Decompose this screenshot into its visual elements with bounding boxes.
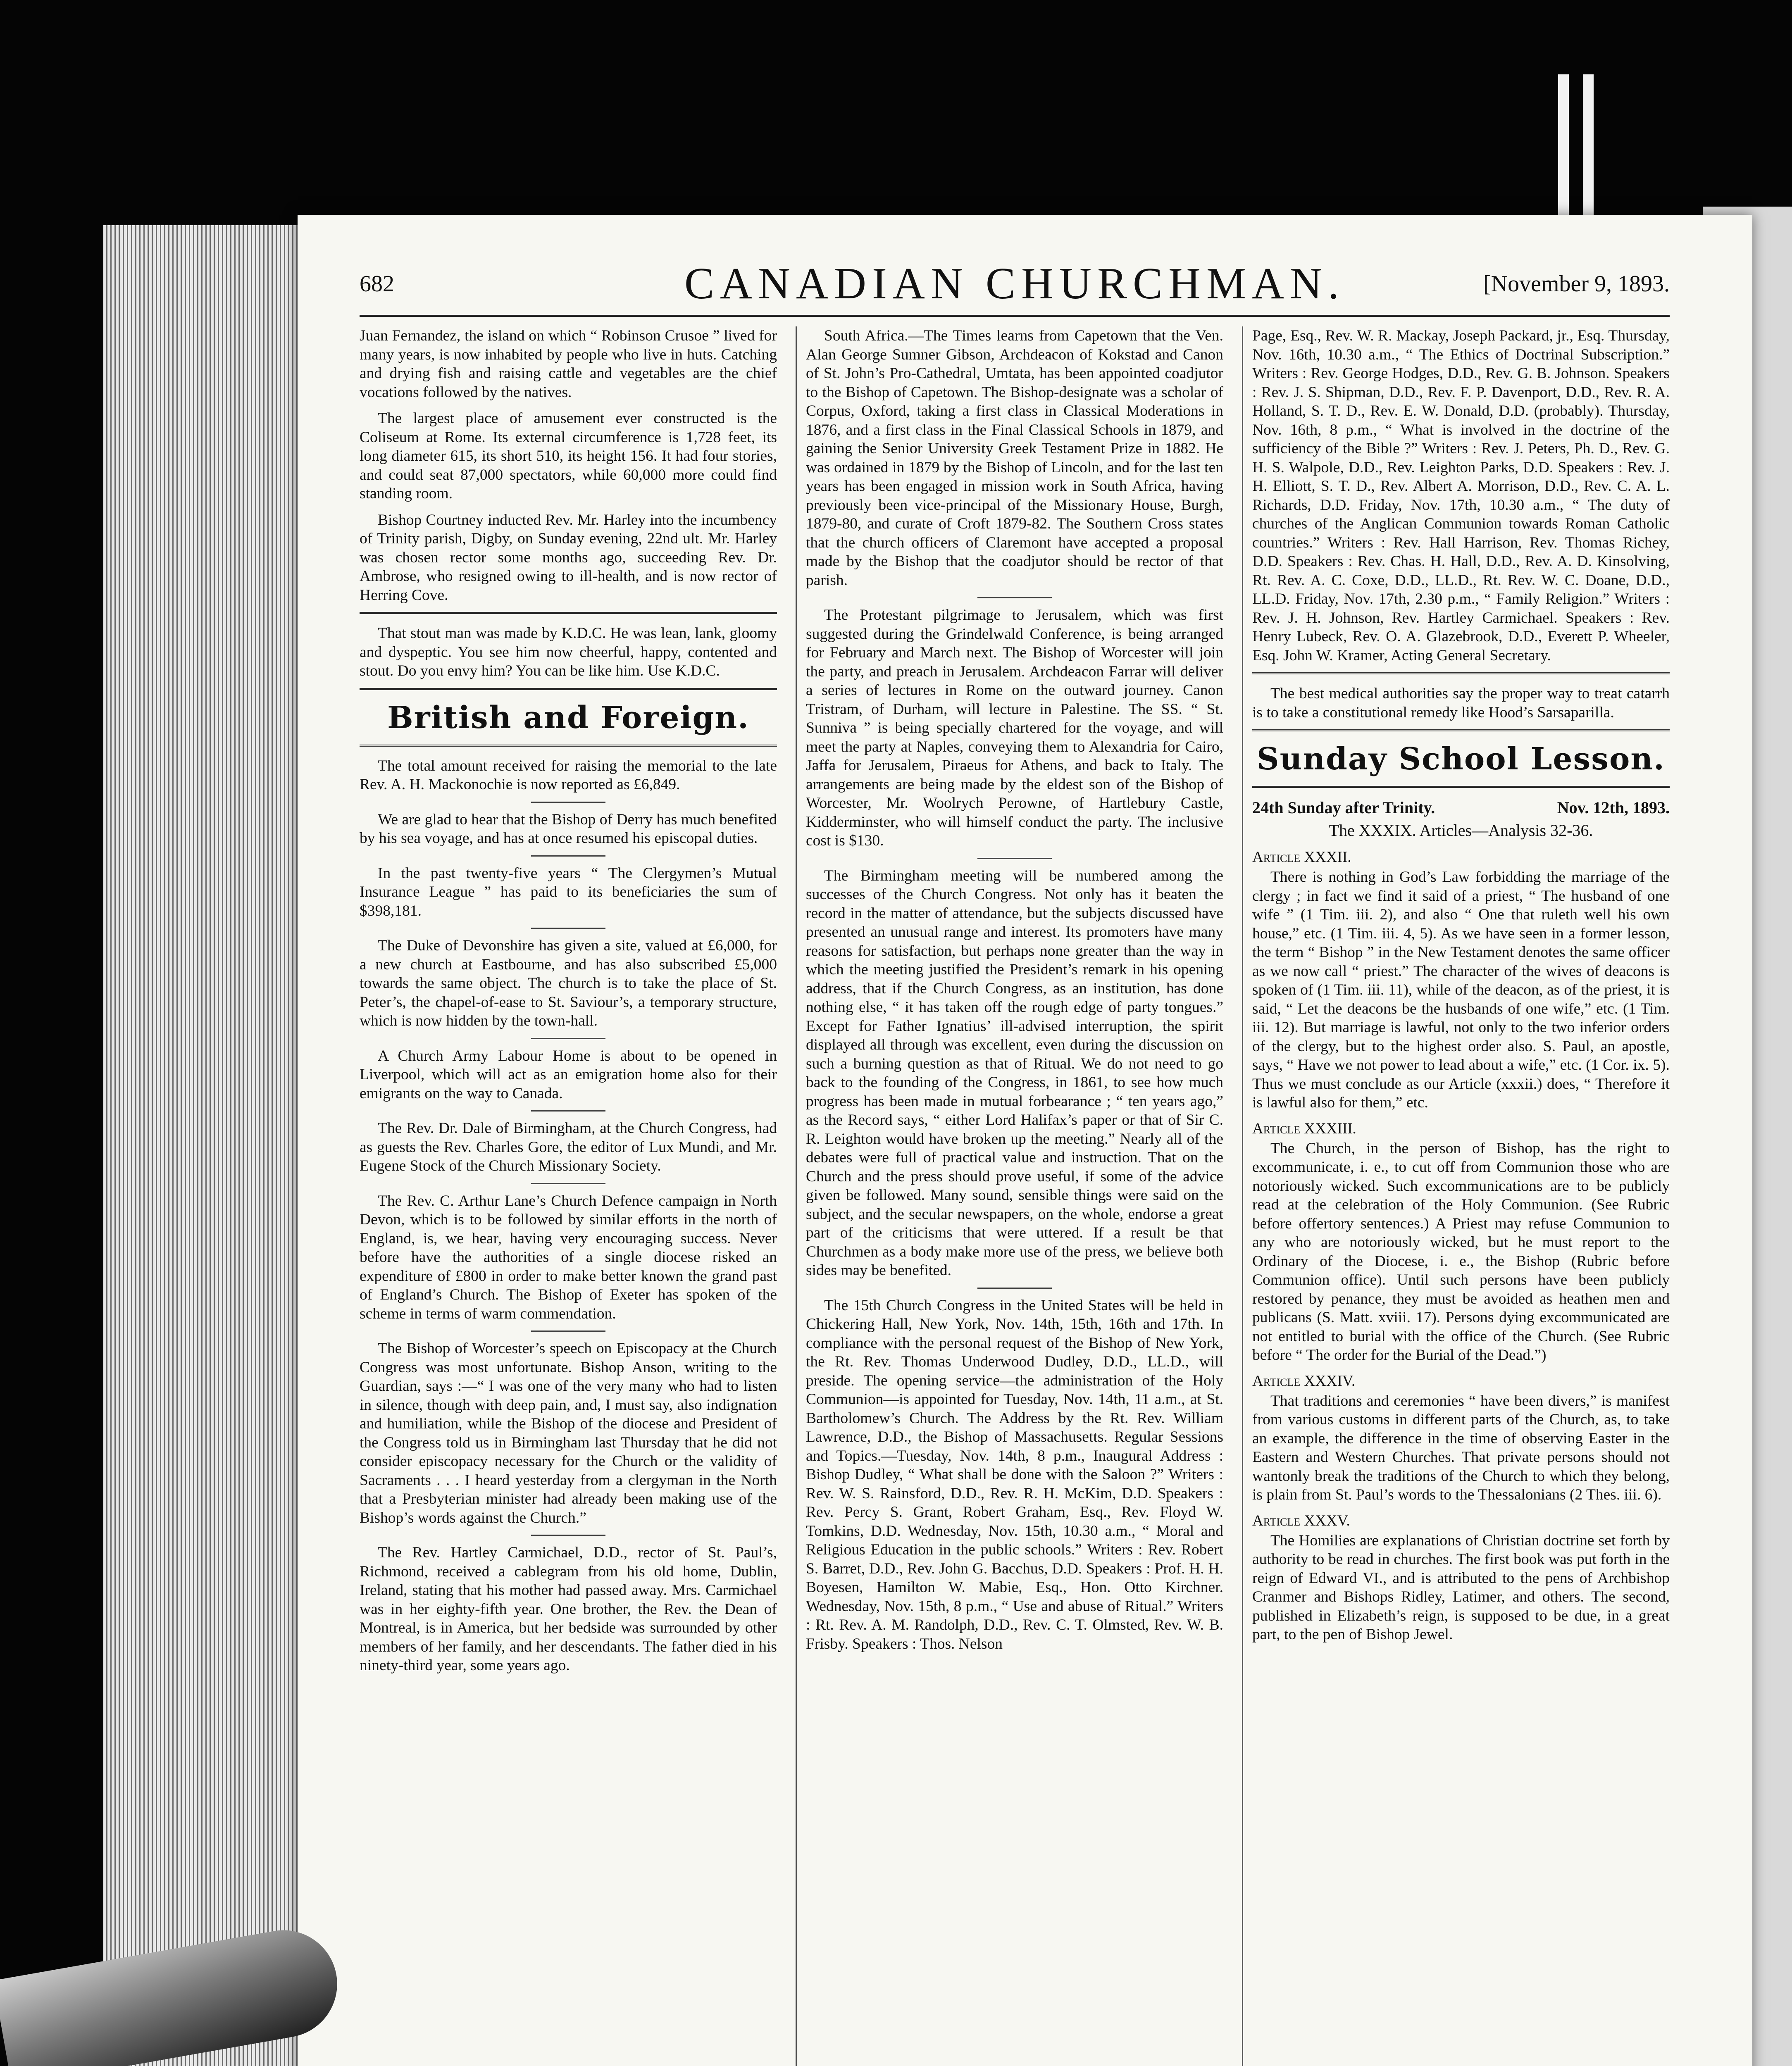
- divider: [1252, 729, 1670, 733]
- newspaper-page: [298, 215, 1752, 2066]
- divider: [531, 1535, 605, 1536]
- divider: [531, 1331, 605, 1332]
- lesson-heading: [1252, 798, 1670, 817]
- divider: [531, 1183, 605, 1184]
- masthead: CANADIAN CHURCHMAN.: [684, 259, 1345, 308]
- column-1: [360, 326, 777, 2066]
- divider: [531, 928, 605, 929]
- page-edges: [103, 225, 306, 2066]
- section-heading-british-foreign: British and Foreign.: [387, 700, 749, 735]
- header-rule: [360, 315, 1670, 317]
- column-rule: [1242, 326, 1243, 2066]
- article-heading: Article XXXII.: [1252, 849, 1351, 866]
- divider: [360, 612, 777, 616]
- column-3: [1252, 326, 1670, 2066]
- article-heading: Article XXXIII.: [1252, 1120, 1356, 1137]
- news-item: Bishop Courtney inducted Rev. Mr. Harley into the incumbency of Trinity parish, Digby, on Sunday evening, 22nd ult. Mr. Harley was chosen rector some months ago, succeeding Rev. Dr. Ambrose, who resigned owing to ill-health, and is now rector of Herring Cove.: [360, 511, 777, 604]
- lesson-date: Nov. 12th, 1893.: [1557, 798, 1670, 817]
- issue-date: [November 9, 1893.: [1483, 271, 1670, 297]
- news-item: The Birmingham meeting will be numbered among the successes of the Church Congress. Not only has it beaten the record in the matter of attendance, but the subjects discussed have presented an unusual range and interest. Its promoters have many reasons for satisfaction, but perhaps none greater than the way in which the meeting justified the President’s remark in his opening address, that if the Church Congress, as an institution, has done nothing else, “ it has taken off the rough edge of party tongues.” Except for Father Ignatius’ ill-advised interruption, the spirit displayed all through was excellent, even during the discussion on such a burning question as that of Ritual. We do not need to go back to the founding of the Congress, in 1861, to see how much progress has been made in mutual forbearance ; “ ten years ago,” as the Record says, “ either Lord Halifax’s paper or that of Sir C. R. Leighton would have broken up the meeting.” Nearly all of the debates were full of practical value and instruction. That on the Church and the press should prove useful, if some of the advice given be followed. Many sound, sensible things were said on the subject, and the secular newspapers, on the whole, endorse a great part of the criticisms that were uttered. If a result be that Churchmen as a body make more use of the press, we believe both sides may be benefited.: [806, 867, 1223, 1279]
- news-item: The Protestant pilgrimage to Jerusalem, which was first suggested during the Grindelwald Conference, is being arranged for February and March next. The Bishop of Worcester will join the party, and preach in Jerusalem. Archdeacon Farrar will deliver a series of lectures in Rome on the outward journey. Canon Tristram, of Durham, will lecture in Palestine. The SS. “ St. Sunniva ” is being specially chartered for the voyage, and will meet the party at Naples, conveying them to Alexandria for Cairo, Jaffa for Jerusalem, Piraeus for Athens, and back to Italy. The arrangements are being made by the eldest son of the Bishop of Worcester, Mr. Woolrych Perowne, of Hartlebury Castle, Kidderminster, who will himself conduct the party. The inclusive cost is $130.: [806, 607, 1223, 849]
- divider: [1252, 672, 1670, 676]
- divider: [977, 1288, 1052, 1289]
- news-item: Juan Fernandez, the island on which “ Robinson Crusoe ” lived for many years, is now inhabited by people who live in huts. Catching and drying fish and raising cattle and vegetables are the chief vocations followed by the natives.: [360, 327, 777, 401]
- lesson-sunday: 24th Sunday after Trinity.: [1252, 798, 1435, 817]
- divider: [531, 855, 605, 857]
- news-item: The Rev. C. Arthur Lane’s Church Defence campaign in North Devon, which is to be followed by similar efforts in the north of England, is, we hear, having very encouraging success. Never before have the authorities of a single diocese risked an expenditure of £800 in order to make better known the grand past of England’s Church. The Bishop of Exeter has spoken of the scheme in terms of warm commendation.: [360, 1192, 777, 1322]
- scan-marker-bar: [1558, 74, 1569, 215]
- divider: [977, 597, 1052, 598]
- article-text: There is nothing in God’s Law forbidding the marriage of the clergy ; in fact we find it said of a priest, “ The husband of one wife ” (1 Tim. iii. 2), and also “ One that ruleth well his own house,” etc. (1 Tim. iii. 4, 5). As we have seen in a former lesson, the term “ Bishop ” in the New Testament denotes the same officer as we now call “ priest.” The character of the wives of deacons is spoken of (1 Tim. iii. 11), while of the deacon, as of the priest, it is said, “ Let the deacons be the husbands of one wife,” etc. (1 Tim. iii. 12). But marriage is lawful, not only to the two inferior orders of the clergy, but to the highest order also. S. Paul, an apostle, says, “ Have we not power to lead about a wife,” etc. (1 Cor. ix. 5). Thus we must conclude as our Article (xxxii.) does, “ Therefore it is lawful also for them,” etc.: [1252, 869, 1670, 1111]
- news-item: The largest place of amusement ever constructed is the Coliseum at Rome. Its external circumference is 1,728 feet, its long diameter 615, its short 510, its height 156. It had four stories, and could seat 87,000 spectators, while 60,000 more could find standing room.: [360, 410, 777, 502]
- news-item: A Church Army Labour Home is about to be opened in Liverpool, which will act as an emigration home also for their emigrants on the way to Canada.: [360, 1047, 777, 1102]
- column-2: [806, 326, 1223, 2066]
- advertisement: That stout man was made by K.D.C. He was lean, lank, gloomy and dyspeptic. You see him now cheerful, happy, contented and stout. Do you envy him? You can be like him. Use K.D.C.: [360, 625, 777, 679]
- news-item: In the past twenty-five years “ The Clergymen’s Mutual Insurance League ” has paid to its beneficiaries the sum of $398,181.: [360, 864, 777, 919]
- news-item: The Rev. Dr. Dale of Birmingham, at the Church Congress, had as guests the Rev. Charles Gore, the editor of Lux Mundi, and Mr. Eugene Stock of the Church Missionary Society.: [360, 1120, 777, 1174]
- divider: [1252, 786, 1670, 790]
- article-text: The Church, in the person of Bishop, has the right to excommunicate, i. e., to cut off from Communion those who are notoriously wicked. Such excommunications are to be publicly read at the celebration of the Holy Communion. (See Rubric before offertory sentences.) A Priest may refuse Communion to any who are notoriously wicked, but he must report to the Ordinary of the Diocese, i. e., the Bishop (Rubric before Communion office). Until such persons have been publicly restored by penance, they must be avoided as heathen men and publicans (S. Matt. xviii. 17). Persons dying excommunicated are not entitled to burial with the office of the Church. (See Rubric before “ The order for the Burial of the Dead.”): [1252, 1140, 1670, 1364]
- news-item: The Rev. Hartley Carmichael, D.D., rector of St. Paul’s, Richmond, received a cablegram from his old home, Dublin, Ireland, stating that his mother had passed away. Mrs. Carmichael was in her eighty-fifth year. One brother, the Rev. the Dean of Montreal, is in America, but her bedside was surrounded by other members of her family, and her descendants. The father died in his ninety-third year, some years ago.: [360, 1544, 777, 1674]
- lesson-subtitle: The XXXIX. Articles—Analysis 32-36.: [1329, 821, 1593, 840]
- divider: [360, 688, 777, 692]
- divider: [977, 858, 1052, 859]
- divider: [531, 1110, 605, 1112]
- news-item-continuation: Page, Esq., Rev. W. R. Mackay, Joseph Packard, jr., Esq. Thursday, Nov. 16th, 10.30 a.m., “ The Ethics of Doctrinal Subscription.” Writers : Rev. George Hodges, D.D., Rev. G. B. Johnson. Speakers : Rev. J. S. Shipman, D.D., Rev. F. P. Davenport, D.D., Rev. R. A. Holland, S. T. D., Rev. E. W. Donald, D.D. (probably). Thursday, Nov. 16th, 8 p.m., “ What is involved in the doctrine of the sufficiency of the Bible ?” Writers : Rev. J. Peters, Ph. D., Rev. G. H. S. Walpole, D.D., Rev. Leighton Parks, D.D. Speakers : Rev. J. H. Elliott, S. T. D., Rev. Albert A. Morrison, D.D., Rev. C. A. L. Richards, D.D. Friday, Nov. 17th, 10.30 a.m., “ The duty of churches of the Anglican Communion towards Roman Catholic countries.” Writers : Rev. Hall Harrison, Rev. Thomas Richey, D.D. Speakers : Rev. Chas. H. Hall, D.D., Rev. A. D. Kinsolving, Rt. Rev. A. C. Coxe, D.D., LL.D., Rt. Rev. W. C. Doane, D.D., LL.D. Friday, Nov. 17th, 2.30 p.m., “ Family Religion.” Writers : Rev. J. H. Johnson, Rev. Hartley Carmichael. Speakers : Rev. Henry Lubeck, Rev. O. A. Glazebrook, D.D., Everett P. Wheeler, Esq. John W. Kramer, Acting General Secretary.: [1252, 327, 1670, 664]
- article-heading: Article XXXIV.: [1252, 1372, 1356, 1390]
- article-heading: Article XXXV.: [1252, 1512, 1350, 1529]
- divider: [531, 802, 605, 803]
- news-item: South Africa.—The Times learns from Capetown that the Ven. Alan George Sumner Gibson, Archdeacon of Kokstad and Canon of St. John’s Pro-Cathedral, Umtata, has been appointed coadjutor to the Bishop of Capetown. The Bishop-designate was a scholar of Corpus, Oxford, taking a first class in Classical Moderations in 1876, and a first class in the Final Classical Schools in 1879, and gaining the Senior University Greek Testament Prize in 1882. He was ordained in 1879 by the Bishop of Lincoln, and for the last ten years has been engaged in mission work in South Africa, having previously been vice-principal of the Missionary House, Burgh, 1879-80, and curate of Croft 1879-82. The Southern Cross states that the church officers of Claremont have accepted a proposal made by the Bishop that the coadjutor should be rector of that parish.: [806, 327, 1223, 589]
- news-item: The total amount received for raising the memorial to the late Rev. A. H. Mackonochie is now reported as £6,849.: [360, 757, 777, 793]
- divider: [531, 1038, 605, 1039]
- article-text: That traditions and ceremonies “ have been divers,” is manifest from various customs in different parts of the Church, as, to take an example, the difference in the time of observing Easter in the Eastern and Western Churches. That private persons should not wantonly break the traditions of the Church to which they belong, is plain from St. Paul’s words to the Thessalonians (2 Thes. iii. 6).: [1252, 1392, 1670, 1503]
- scan-marker-bar: [1583, 74, 1594, 215]
- divider: [360, 745, 777, 748]
- page-number: 682: [360, 271, 394, 297]
- advertisement: The best medical authorities say the proper way to treat catarrh is to take a constitutional remedy like Hood’s Sarsaparilla.: [1252, 685, 1670, 721]
- news-item: The Bishop of Worcester’s speech on Episcopacy at the Church Congress was most unfortunate. Bishop Anson, writing to the Guardian, says :—“ I was one of the very many who had to listen in silence, though with deep pain, and, I must say, also indignation and humiliation, while the Bishop of the diocese and President of the Congress told us in Birmingham last Thursday that he did not consider episcopacy necessary for the Church or the validity of Sacraments . . . I heard yesterday from a clergyman in the North that a Presbyterian minister had already been making use of the Bishop’s words against the Church.”: [360, 1340, 777, 1526]
- article-text: The Homilies are explanations of Christian doctrine set forth by authority to be read in churches. The first book was put forth in the reign of Edward VI., and is attributed to the pens of Archbishop Cranmer and Bishops Ridley, Latimer, and others. The second, published in Elizabeth’s reign, is supposed to be due, in a great part, to the pen of Bishop Jewel.: [1252, 1532, 1670, 1643]
- page-header: [360, 254, 1670, 312]
- news-item: We are glad to hear that the Bishop of Derry has much benefited by his sea voyage, and has at once resumed his episcopal duties.: [360, 811, 777, 847]
- column-rule: [796, 326, 797, 2066]
- section-heading-sunday-school: Sunday School Lesson.: [1257, 741, 1665, 777]
- news-item: The Duke of Devonshire has given a site, valued at £6,000, for a new church at Eastbourne, and has also subscribed £5,000 towards the same object. The church is to take the place of St. Peter’s, the chapel-of-ease to St. Saviour’s, a temporary structure, which is now hidden by the town-hall.: [360, 937, 777, 1029]
- news-item: The 15th Church Congress in the United States will be held in Chickering Hall, New York, Nov. 14th, 15th, 16th and 17th. In compliance with the personal request of the Bishop of New York, the Rt. Rev. Thomas Underwood Dudley, D.D., LL.D., will preside. The opening service—the administration of the Holy Communion—is appointed for Tuesday, Nov. 14th, 11 a.m., at St. Bartholomew’s Church. The Address by the Rt. Rev. William Lawrence, D.D., the Bishop of Massachusetts. Regular Sessions and Topics.—Tuesday, Nov. 14th, 8 p.m., Inaugural Address : Bishop Dudley, “ What shall be done with the Saloon ?” Writers : Rev. W. S. Rainsford, D.D., Rev. R. H. McKim, D.D. Speakers : Rev. Percy S. Grant, Robert Graham, Esq., Rev. Floyd W. Tomkins, D.D. Wednesday, Nov. 15th, 10.30 a.m., “ Moral and Religious Education in the public schools.” Writers : Rev. Robert S. Barret, D.D., Rev. John G. Bacchus, D.D. Speakers : Prof. H. H. Boyesen, Hamilton W. Mabie, Esq., Hon. Otto Kirchner. Wednesday, Nov. 15th, 8 p.m., “ Use and abuse of Ritual.” Writers : Rt. Rev. A. M. Randolph, D.D., Rev. C. T. Olmsted, Rev. W. B. Frisby. Speakers : Thos. Nelson: [806, 1297, 1223, 1652]
